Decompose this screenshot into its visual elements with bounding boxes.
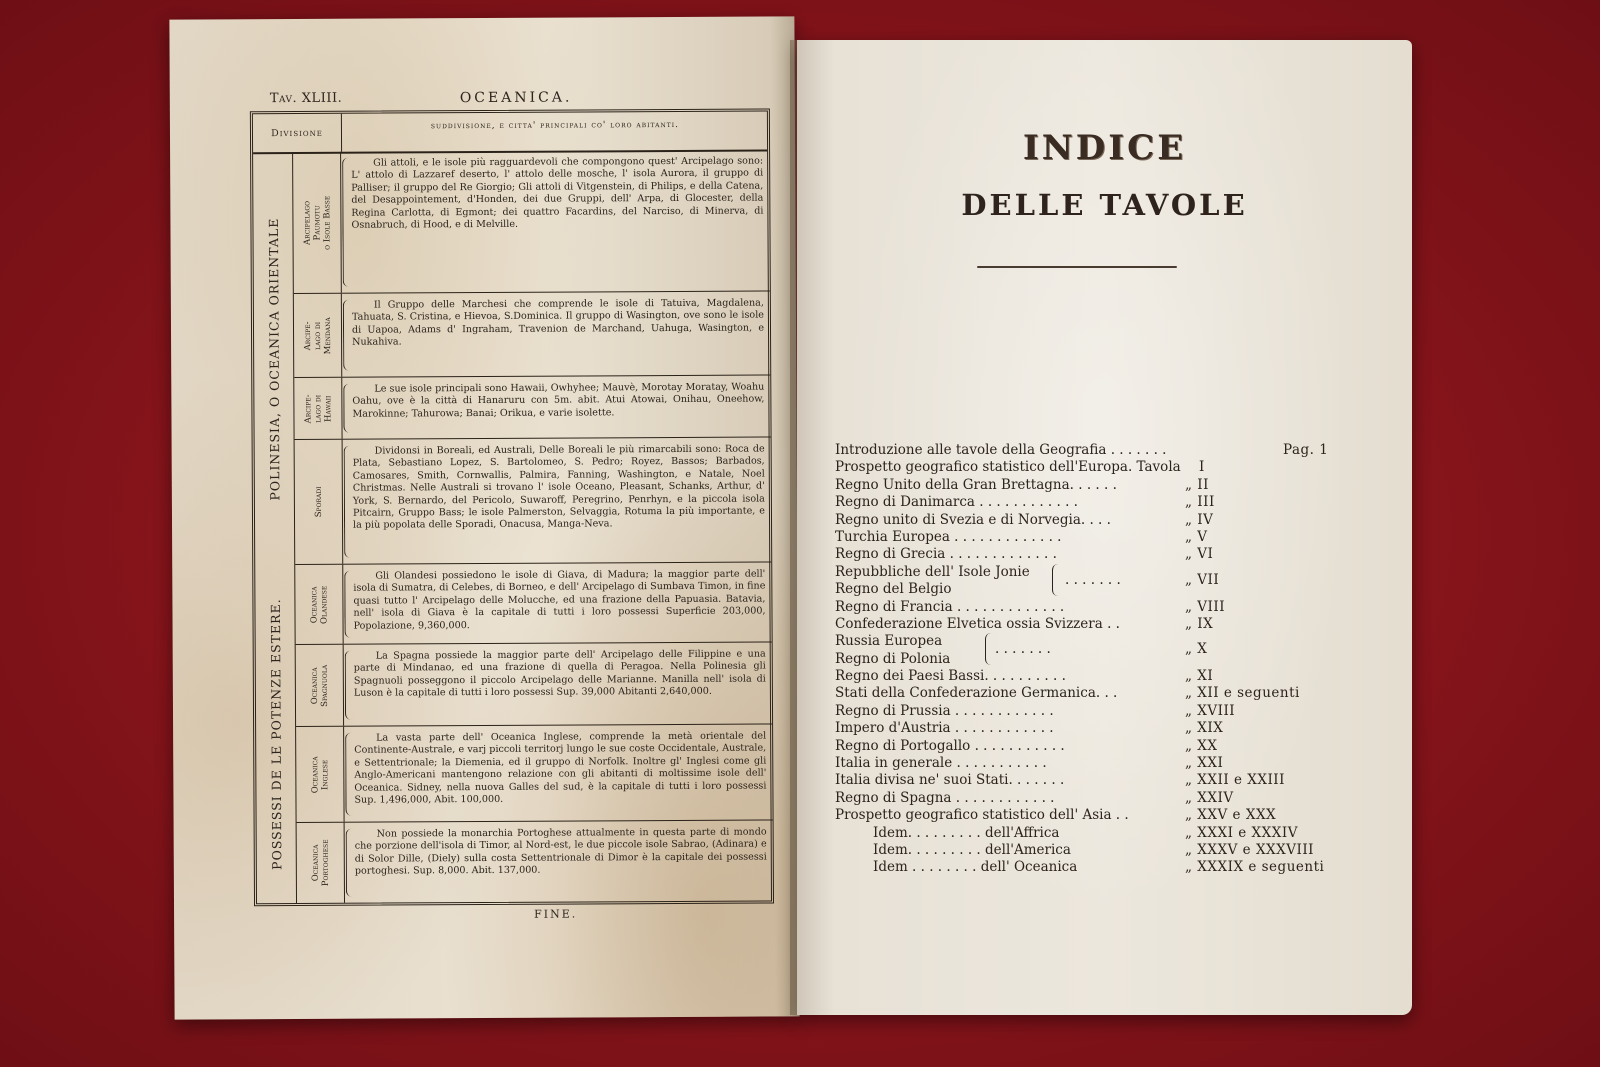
- list-item: Prospetto geografico statistico dell' Asia . . „ XXV e XXX: [835, 807, 1277, 824]
- list-item: Turchia Europea . . . . . . . . . . . . . „ V: [835, 528, 1208, 545]
- brace: [346, 829, 353, 897]
- list-item: Idem. . . . . . . . . dell'America „ XXXV e XXXVIII: [873, 841, 1315, 858]
- row-label: Sporadi: [295, 440, 344, 564]
- list-item: Idem . . . . . . . . dell' Oceanica „ XXXIX e seguenti: [873, 859, 1325, 876]
- group-label: POLINESIA, O OCEANICA ORIENTALE: [265, 217, 282, 501]
- plate-number: Tav. XLIII.: [269, 90, 343, 107]
- header-subdivision: suddivisione, e citta' principali co' loro abitanti.: [430, 119, 680, 132]
- row-label: Arcipe- lago di Mendana: [294, 294, 342, 377]
- list-item: Russia Europea . . . . . . . „ X: [835, 633, 1375, 650]
- group-possessi: [255, 565, 297, 903]
- table-row: [294, 376, 770, 440]
- left-page-header: [270, 88, 790, 111]
- row-text: Le sue isole principali sono Hawaii, Owhyhee; Mauvè, Morotay Moratay, Woahu Oahu, ove è la città di Hanaruru con 5m. abit. Atui Atowai, Onihau, Oneehow, Marokinne; Tahurowa; Banai; Orikua, e varie isolette.: [352, 381, 765, 420]
- row-text: Il Gruppo delle Marchesi che comprende le isole di Tatuiva, Magdalena, Tahuata, S. Cristina, e Hievoa, S.Dominica. Il gruppo di Wasington, ove sono le isole di Uapoa, Adams d' Ingraham, Travenion de Marchand, Uahuga, Wasington, e Nukahiva.: [351, 297, 765, 348]
- group-label: POSSESSI DE LE POTENZE ESTERE.: [267, 598, 284, 870]
- index-title: INDICE: [1022, 128, 1187, 168]
- table-header: [253, 112, 767, 155]
- group-polinesia: [253, 152, 295, 565]
- row-label: Arcipe- lago di Hawaii: [294, 378, 342, 439]
- row-text: Dividonsi in Boreali, ed Australi, Delle Boreali le più rimarcabili sono: Roca de Plata, Sebastiano Lopez, S. Bartolomeo, S. Pedro; Royez, Bassos; Barbados, Camosares, Smith, Cornwallis, Palmira, Fanning, Washington, e Natale, Noel Christmas. Nelle Australi si trovano l' isole Oceano, Pleasant, Schanks, Arthur, d' York, S. Bernardo, del Pericolo, Suwaroff, Peregrino, Penrhyn, e la piccola isola Pitcairn, Gruppo Bass; le isole Palmerston, Selvaggia, Rotuma la più importante, e la più popolata delle Sporadi, Onacusa, Manga-Neva.: [352, 443, 765, 532]
- list-item: Regno di Francia . . . . . . . . . . . . . „ VIII: [835, 598, 1226, 615]
- right-page: [797, 40, 1412, 1015]
- row-text: Gli attoli, e le isole più ragguardevoli che compongono quest' Arcipelago sono: L' attolo di Lazzaref deserto, l' attolo delle mosche, l' isola Aurora, il gruppo di Palliser; il gruppo del Re Giorgio; Gli attoli di Vitgenstein, di Philips, e della Catena, del Desappointement, d'Honden, dei due Gruppi, dell' Arpa, di Glocester, della Regina Carlotta, di Egmont; dei quattro Facardins, del Narciso, di Minerva, di Osnabruch, di Hood, e di Melville.: [351, 155, 764, 231]
- table-row: [294, 292, 770, 378]
- row-text: Non possiede la monarchia Portoghese attualmente in questa parte di mondo che porzione dell'isola di Timor, al Nord-est, le due piccole isole Sabrao, (Adinara) e di Solor Dille, (Diely) sulla costa Settentrionale di Dimor è la capitale dei possessi portoghesi. Sup. 8,000. Abit. 137,000.: [354, 826, 767, 877]
- row-label: Oceanica Portoghese: [297, 823, 345, 903]
- brace: [344, 571, 351, 638]
- row-text: Gli Olandesi possiedono le isole di Giava, di Madura; la maggior parte dell' isola di Sumatra, di Celebes, di Borneo, e dell' Arcipelago di Sumbava Timon, in fine quasi tutto l' Arcipelago delle Molucche, ed una frazione della Papuasia. Batavia, nell' isola di Giava è la capitale di tutti i loro possessi Superficie 203,000, Popolazione, 9,360,000.: [353, 568, 766, 632]
- left-page: [169, 16, 799, 1019]
- row-text: La vasta parte dell' Oceanica Inglese, comprende la metà orientale del Continente-Australe, e varj piccoli territorj lungo le sue coste Occidentale, Australe, e Settentrionale; la Diemenia, ed il gruppo di Norfolk. Inoltre gl' Inglesi come gli Anglo-Americani mantengono relazione con gli abitanti di moltissime isole dell' Oceanica. Sidney, nella nuova Galles del sud, è la capitale di tutti i loro possessi Sup. 1,496,000, Abit. 100,000.: [354, 730, 767, 806]
- list-item: Stati della Confederazione Germanica. . . „ XII e seguenti: [835, 685, 1300, 702]
- table-row: [297, 820, 773, 902]
- list-item: Impero d'Austria . . . . . . . . . . . . „ XIX: [835, 720, 1224, 737]
- list-item: Idem. . . . . . . . . dell'Affrica „ XXXI e XXXIV: [873, 824, 1298, 841]
- list-item: Italia divisa ne' suoi Stati. . . . . . . „ XXII e XXIII: [835, 772, 1285, 789]
- plate-title: OCEANICA.: [459, 89, 573, 107]
- row-label: Arcipelago Paumotu o Isole Basse: [293, 152, 342, 293]
- index-list: [835, 442, 1375, 877]
- row-label: Oceanica Olandese: [295, 565, 343, 644]
- row-label: Oceanica Spagnuola: [296, 645, 344, 726]
- list-item: Regno di Danimarca . . . . . . . . . . . . „ III: [835, 494, 1215, 511]
- table-row: [295, 438, 772, 565]
- table-row: [295, 562, 771, 644]
- list-item: Prospetto geografico statistico dell'Europa. Tavola I: [835, 459, 1205, 476]
- list-item: Regno unito di Svezia e di Norvegia. . . . „ IV: [835, 511, 1214, 528]
- title-rule: [977, 266, 1177, 268]
- brace: [342, 158, 350, 287]
- table-row: [296, 642, 772, 726]
- brace: [345, 733, 352, 816]
- list-item: Regno Unito della Gran Brettagna. . . . . . „ II: [835, 476, 1209, 493]
- header-division: Divisione: [253, 114, 342, 152]
- table-row: [293, 150, 770, 294]
- brace: [345, 651, 352, 720]
- list-item: Regno di Polonia: [835, 650, 951, 667]
- brace: [343, 300, 350, 371]
- list-item: Regno dei Paesi Bassi. . . . . . . . . . „ XI: [835, 668, 1214, 685]
- footer-fine: FINE.: [534, 907, 578, 921]
- index-subtitle: DELLE TAVOLE: [961, 188, 1248, 222]
- list-item: Repubbliche dell' Isole Jonie . . . . . . . „ VII: [835, 564, 1375, 581]
- list-item: Introduzione alle tavole della Geografia . . . . . . . Pag. 1: [835, 442, 1329, 458]
- list-item: Confederazione Elvetica ossia Svizzera . . „ IX: [835, 615, 1214, 632]
- list-item: Regno di Portogallo . . . . . . . . . . . „ XX: [835, 737, 1218, 754]
- brace: [343, 384, 350, 433]
- row-text: La Spagna possiede la maggior parte dell' Arcipelago delle Filippine e una parte di Mindanao, ed una frazione di quella di Peragoa. Nella Polinesia gli Spagnuoli posseggono il piccolo Arcipelago delle Marianne. Manilla nell' isola di Luson è la capitale di tutti i loro possessi Sup. 39,000 Abitanti 2,640,000.: [353, 648, 766, 699]
- list-item: Regno di Grecia . . . . . . . . . . . . . „ VI: [835, 546, 1214, 563]
- oceanica-table: [250, 109, 774, 907]
- row-label: Oceanica Inglese: [296, 727, 344, 822]
- list-item: Regno del Belgio: [835, 581, 952, 598]
- list-item: Italia in generale . . . . . . . . . . . „ XXI: [835, 755, 1224, 772]
- table-row: [296, 724, 772, 822]
- list-item: Regno di Prussia . . . . . . . . . . . . „ XVIII: [835, 702, 1236, 719]
- brace: [344, 446, 352, 558]
- list-item: Regno di Spagna . . . . . . . . . . . . „ XXIV: [835, 789, 1234, 806]
